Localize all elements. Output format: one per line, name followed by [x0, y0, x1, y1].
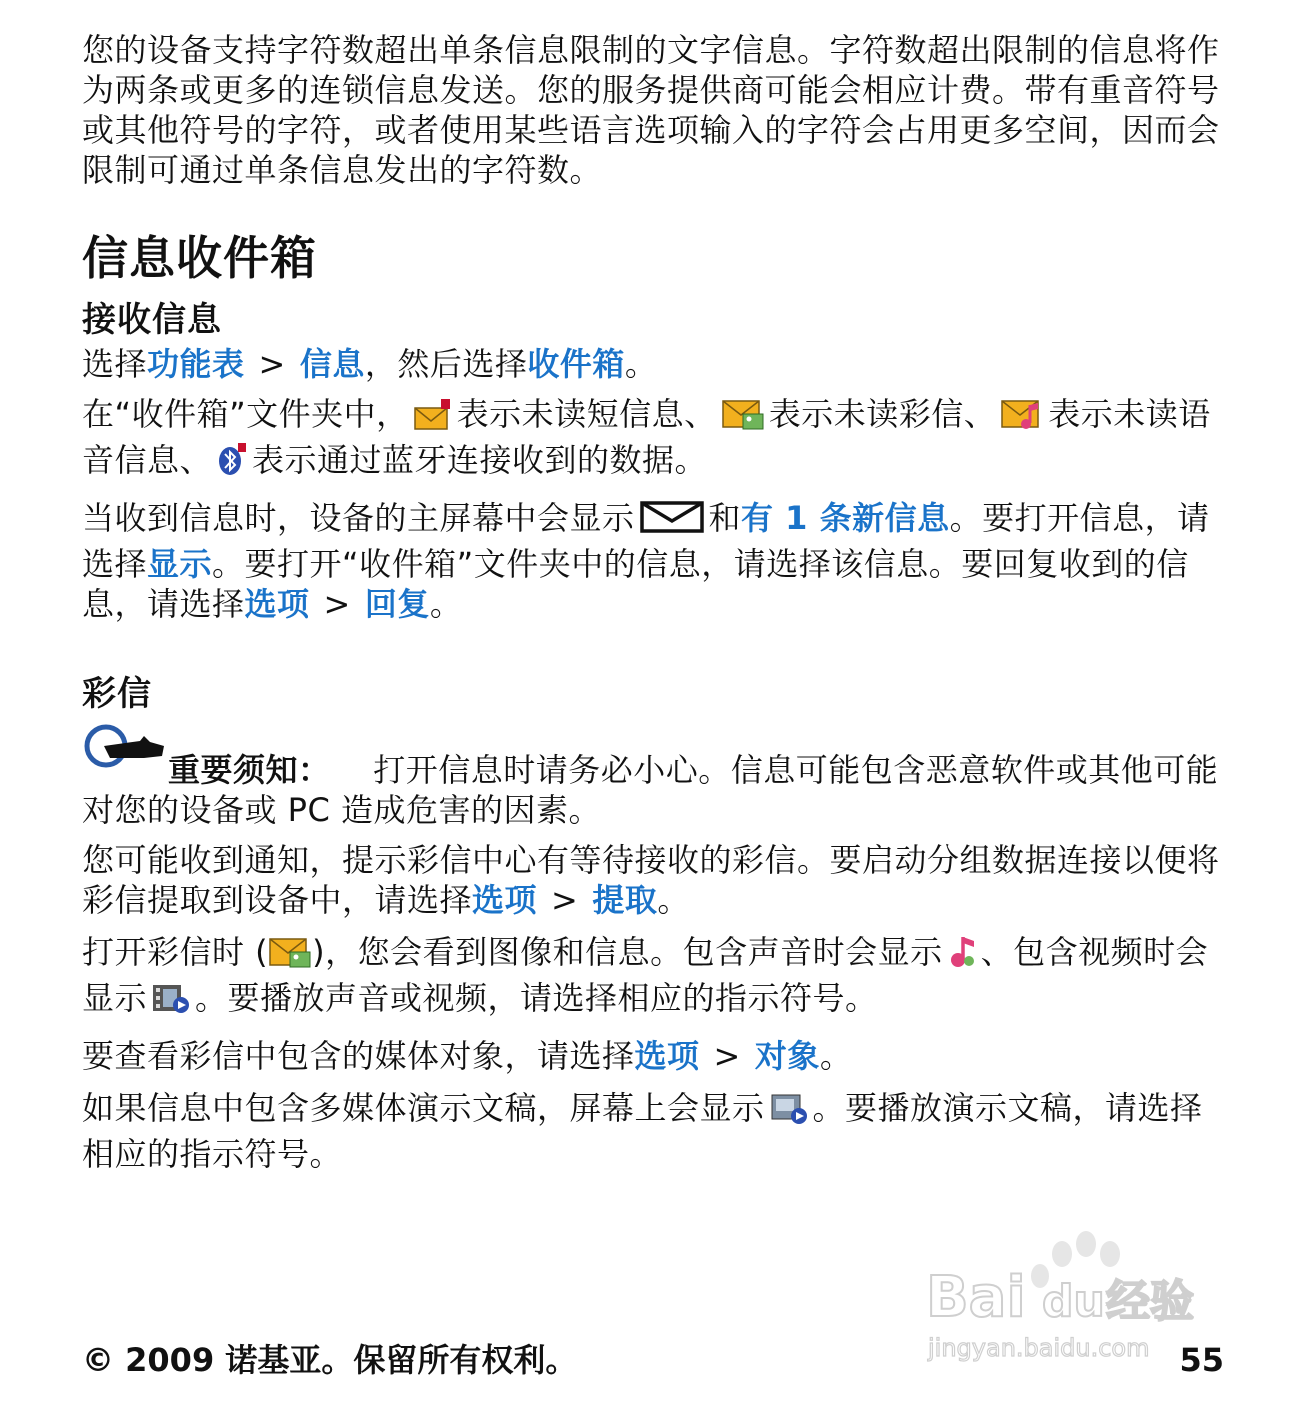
mms-heading: 彩信	[82, 674, 152, 714]
important-text	[82, 750, 1224, 830]
important-label: 重要须知：	[168, 751, 331, 789]
watermark-suffix: 经验	[1106, 1276, 1194, 1327]
text: 在“收件箱”文件夹中，	[82, 395, 409, 433]
watermark-url: jingyan.baidu.com	[928, 1334, 1150, 1362]
text: 表示未读短信息、	[456, 395, 717, 433]
text: 表示未读彩信、	[768, 395, 997, 433]
text: 。要播放声音或视频，请选择相应的指示符号。	[195, 979, 878, 1017]
unread-voice-message-icon	[1000, 397, 1044, 440]
important-notice	[82, 716, 1224, 830]
options-link[interactable]: 选项	[244, 585, 310, 623]
text: 、包含视频时会显示	[82, 933, 1209, 1017]
important-hand-icon	[82, 716, 166, 786]
objects-link[interactable]: 对象	[754, 1037, 820, 1075]
text: 。	[657, 881, 690, 919]
receive-instruction	[82, 344, 1224, 384]
text: 。要打开信息，请选择	[82, 499, 1210, 583]
text: 选择	[82, 345, 148, 383]
text: 和	[708, 499, 742, 537]
messaging-link[interactable]: 信息	[299, 345, 365, 383]
inbox-icons-paragraph	[82, 394, 1224, 486]
bluetooth-data-icon	[216, 441, 248, 486]
text: 当收到信息时，设备的主屏幕中会显示	[82, 499, 635, 537]
presentation-icon	[769, 1089, 809, 1134]
receive-heading: 接收信息	[82, 300, 222, 340]
text: 打开彩信时 (	[82, 933, 269, 971]
video-icon	[151, 979, 191, 1024]
text: 如果信息中包含多媒体演示文稿，屏幕上会显示	[82, 1089, 765, 1127]
retrieve-link[interactable]: 提取	[592, 881, 658, 919]
text: 表示未读语音信息、	[82, 395, 1211, 479]
mms-objects-paragraph	[82, 1036, 1224, 1076]
copyright-text: © 2009 诺基亚。保留所有权利。	[82, 1341, 578, 1379]
text: ，然后选择	[364, 345, 528, 383]
watermark-brand-du: du	[1042, 1276, 1105, 1327]
options-link[interactable]: 选项	[472, 881, 538, 919]
mms-presentation-paragraph	[82, 1088, 1224, 1174]
inbox-link[interactable]: 收件箱	[527, 345, 625, 383]
intro-paragraph: 您的设备支持字符数超出单条信息限制的文字信息。字符数超出限制的信息将作为两条或更多的连锁信息发送。您的服务提供商可能会相应计费。带有重音符号或其他符号的字符，或者使用某些语言选项输入的字符会占用更多空间，因而会限制可通过单条信息发出的字符数。	[82, 31, 1220, 189]
new-message-link[interactable]: 有 1 条新信息	[741, 499, 950, 537]
envelope-icon	[639, 499, 705, 544]
section-title: 信息收件箱	[82, 231, 317, 285]
text: 。	[819, 1037, 853, 1075]
text: 。	[429, 585, 463, 623]
options-link[interactable]: 选项	[634, 1037, 700, 1075]
unread-sms-icon	[413, 397, 453, 440]
reply-link[interactable]: 回复	[364, 585, 430, 623]
audio-icon	[947, 933, 977, 978]
page-footer	[82, 1338, 1224, 1382]
text: 表示通过蓝牙连接收到的数据。	[252, 441, 708, 479]
document-page	[82, 30, 1224, 1174]
separator: >	[713, 1037, 741, 1075]
mms-icon	[268, 935, 312, 978]
separator: >	[323, 585, 351, 623]
menu-link[interactable]: 功能表	[147, 345, 245, 383]
text: )，您会看到图像和信息。包含声音时会显示	[312, 933, 943, 971]
unread-mms-icon	[721, 397, 765, 440]
show-link[interactable]: 显示	[147, 545, 213, 583]
separator: >	[258, 345, 286, 383]
separator: >	[551, 881, 579, 919]
mms-open-paragraph	[82, 932, 1224, 1024]
text: 您可能收到通知，提示彩信中心有等待接收的彩信。要启动分组数据连接以便将彩信提取到设备中，请选择	[82, 841, 1220, 919]
mms-retrieve-paragraph	[82, 840, 1224, 920]
text: 。要播放演示文稿，请选择相应的指示符号。	[82, 1089, 1203, 1173]
important-body: 打开信息时请务必小心。信息可能包含恶意软件或其他可能对您的设备或 PC 造成危害的因素。	[82, 751, 1219, 829]
text: 。要打开“收件箱”文件夹中的信息，请选择该信息。要回复收到的信息，请选择	[82, 545, 1189, 623]
watermark-brand: Bai	[926, 1265, 1026, 1330]
text: 。	[624, 345, 658, 383]
page-number: 55	[1179, 1341, 1224, 1379]
new-message-paragraph	[82, 498, 1224, 624]
text: 要查看彩信中包含的媒体对象，请选择	[82, 1037, 635, 1075]
